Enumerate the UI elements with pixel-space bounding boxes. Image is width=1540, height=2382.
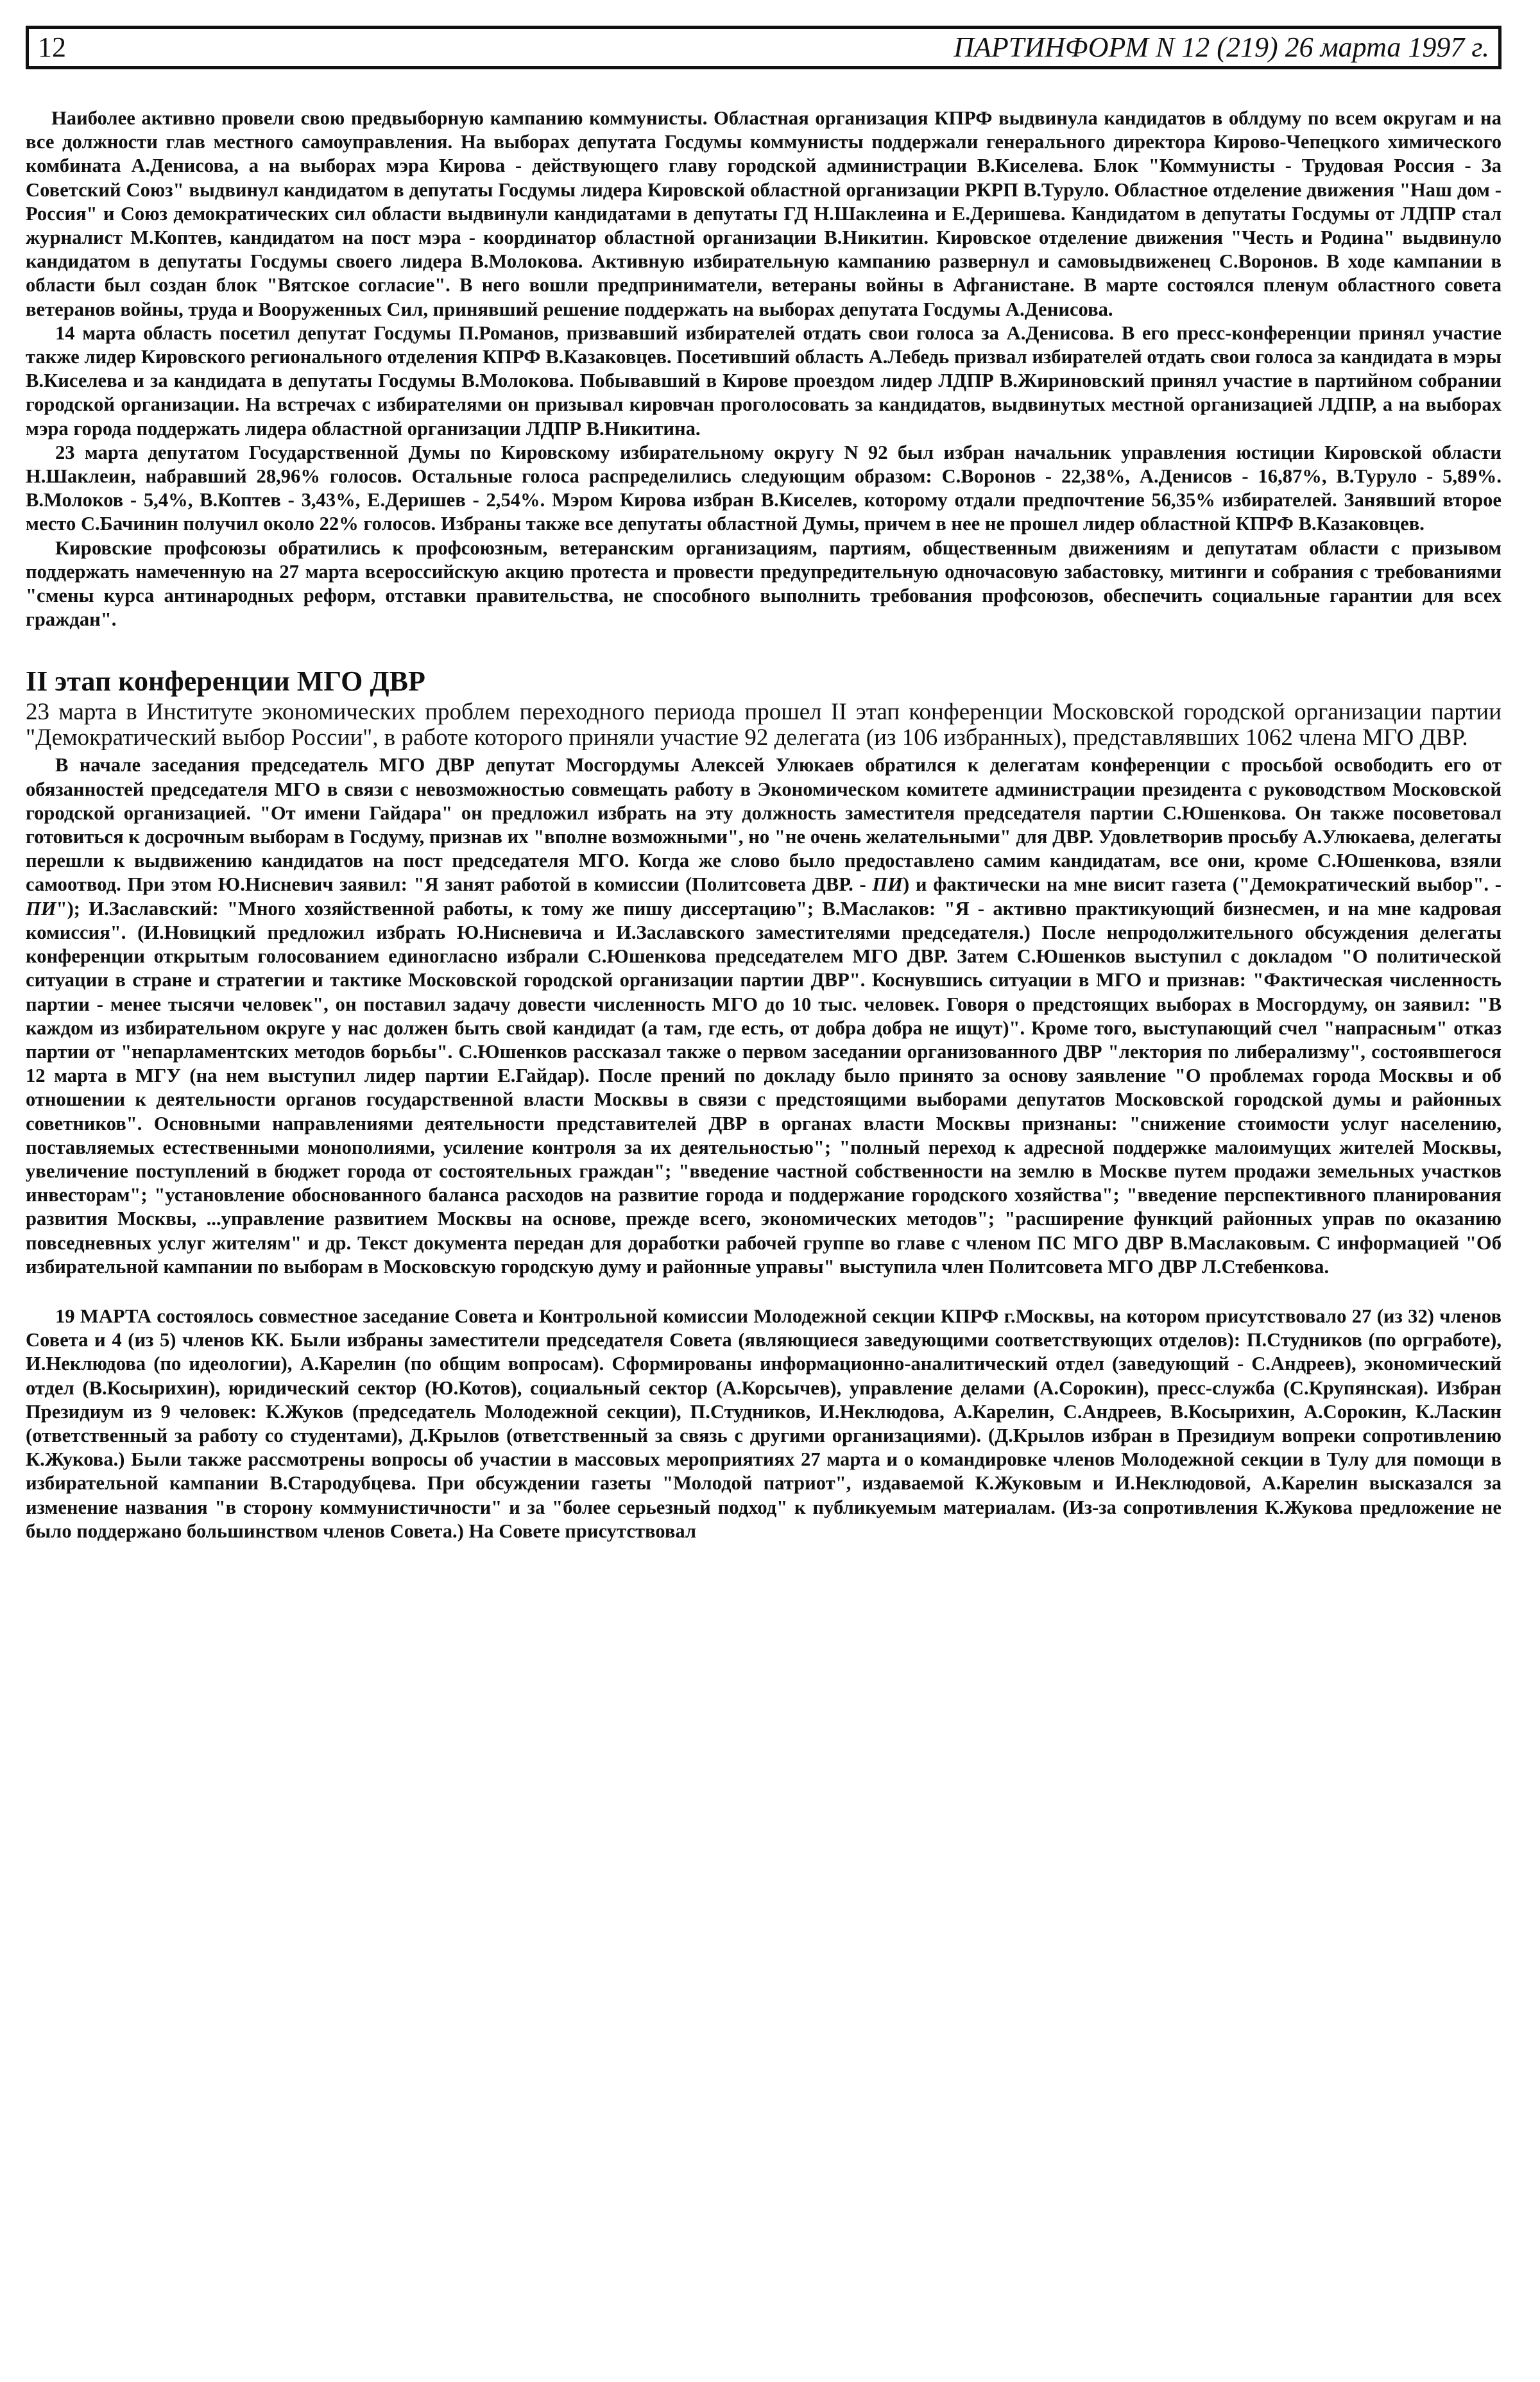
page-header <box>26 26 1502 69</box>
paragraph: Кировские профсоюзы обратились к профсоюзным, ветеранским организациям, партиям, общественным движениям и депутатам области с призывом поддержать намеченную на 27 марта всероссийскую акцию протеста и провести предупредительную одночасовую забастовку, митинги и собрания с требованиями "смены курса антинародных реформ, отставки правительства, не способного выполнить требования профсоюзов, обеспечить социальные гарантии для всех граждан". <box>26 536 1502 631</box>
article-body <box>26 753 1502 1278</box>
abbreviation: ПИ <box>26 897 56 920</box>
abbreviation: ПИ <box>872 873 903 896</box>
youth-section-report <box>26 1305 1502 1543</box>
publication-title: ПАРТИНФОРМ N 12 (219) 26 марта 1997 г. <box>954 31 1489 63</box>
article-title: II этап конференции МГО ДВР <box>26 665 425 698</box>
kirov-elections-report <box>26 107 1502 631</box>
page-number: 12 <box>38 31 66 63</box>
paragraph: 14 марта область посетил депутат Госдумы П.Романов, призвавший избирателей отдать свои голоса за А.Денисова. В его пресс-конференции принял участие также лидер Кировского регионального отделения КПРФ В.Казаковцев. Посетивший область А.Лебедь призвал избирателей отдать свои голоса за кандидата в мэры В.Киселева и за кандидата в депутаты Госдумы В.Молокова. Побывавший в Кирове проездом лидер ЛДПР В.Жириновский принял участие в партийном собрании городской организации. На встречах с избирателями он призывал кировчан проголосовать за кандидатов, выдвинутых местной организацией ЛДПР, а на выборах мэра города поддержать лидера областной организации ЛДПР В.Никитина. <box>26 321 1502 440</box>
article-lead: 23 марта в Институте экономических проблем переходного периода прошел II этап конференции Московской городской организации партии "Демократический выбор России", в работе которого приняли участие 92 делегата (из 106 избранных), представлявших 1062 члена МГО ДВР. <box>26 699 1502 751</box>
text-run: ) и фактически на мне висит газета ("Демократический выбор". - <box>902 873 1502 896</box>
text-run: "); И.Заславский: "Много хозяйственной работы, к тому же пишу диссертацию"; В.Маслаков: "Я - активно практикующий бизнесмен, и на мне кадровая комиссия". (И.Новицкий предложил избрать Ю.Нисневича и И.Заславского заместителями председателя.) После непродолжительного обсуждения делегаты конференции открытым голосованием единогласно избрали С.Юшенкова председателем МГО ДВР. Затем С.Юшенков выступил с докладом "О политической ситуации в стране и стратегии и тактике Московской городской организации партии ДВР". Коснувшись ситуации в МГО и признав: "Фактическая численность партии - менее тысячи человек", он поставил задачу довести численность МГО до 10 тыс. человек. Говоря о предстоящих выборах в Мосгордуму, он заявил: "В каждом из избирательном округе у нас должен быть свой кандидат (а там, где есть, от добра добра не ищут)". Кроме того, выступающий счел "напрасным" отказ партии от "непарламентских методов борьбы". С.Юшенков рассказал также о первом заседании организованного ДВР "лектория по либерализму", состоявшегося 12 марта в МГУ (на нем выступил лидер партии Е.Гайдар). После прений по докладу было принято за основу заявление "О проблемах города Москвы и об отношении к деятельности органов государственной власти Москвы в связи с предстоящими выборами депутатов Московской городской думы и районных советников". Основными направлениями деятельности представителей ДВР в органах власти Москвы признаны: "снижение стоимости услуг населению, поставляемых естественными монополиями, усиление контроля за их деятельностью"; "полный переход к адресной поддержке малоимущих жителей Москвы, увеличение поступлений в бюджет города от состоятельных граждан"; "введение частной собственности на землю в Москве путем продажи земельных участков инвесторам"; "установление обоснованного баланса расходов на развитие города и поддержание городского хозяйства"; "введение перспективного планирования развития Москвы, ...управление развитием Москвы на основе, прежде всего, экономических методов"; "расширение функций районных управ по оказанию повседневных услуг жителям" и др. Текст документа передан для доработки рабочей группе во главе с членом ПС МГО ДВР В.Маслаковым. С информацией "Об избирательной кампании по выборам в Московскую городскую думу и районные управы" выступила член Политсовета МГО ДВР Л.Стебенкова. <box>26 897 1502 1278</box>
paragraph: 23 марта депутатом Государственной Думы по Кировскому избирательному округу N 92 был избран начальник управления юстиции Кировской области Н.Шаклеин, набравший 28,96% голосов. Остальные голоса распределились следующим образом: С.Воронов - 22,38%, А.Денисов - 16,87%, В.Туруло - 5,89%. В.Молоков - 5,4%, В.Коптев - 3,43%, Е.Деришев - 2,54%. Мэром Кирова избран В.Киселев, которому отдали предпочтение 56,35% избирателей. Занявший второе место С.Бачинин получил около 22% голосов. Избраны также все депутаты областной Думы, причем в нее не прошел лидер областной КПРФ В.Казаковцев. <box>26 441 1502 535</box>
newspaper-page <box>26 26 1502 1543</box>
paragraph: 19 МАРТА состоялось совместное заседание Совета и Контрольной комиссии Молодежной секции КПРФ г.Москвы, на котором присутствовало 27 (из 32) членов Совета и 4 (из 5) членов КК. Были избраны заместители председателя Совета (являющиеся заведующими соответствующих отделов): П.Студников (по оргработе), И.Неклюдова (по идеологии), А.Карелин (по общим вопросам). Сформированы информационно-аналитический отдел (заведующий - С.Андреев), экономический отдел (В.Косырихин), юридический сектор (Ю.Котов), социальный сектор (А.Корсычев), управление делами (А.Сорокин), пресс-служба (С.Крупянская). Избран Президиум из 9 человек: К.Жуков (председатель Молодежной секции), П.Студников, И.Неклюдова, А.Карелин, С.Андреев, В.Косырихин, А.Сорокин, К.Ласкин (ответственный за работу со студентами), Д.Крылов (ответственный за связь с другими организациями). (Д.Крылов избран в Президиум вопреки сопротивлению К.Жукова.) Были также рассмотрены вопросы об участии в массовых мероприятиях 27 марта и о командировке членов Молодежной секции в Тулу для помощи в избирательной кампании В.Стародубцева. При обсуждении газеты "Молодой патриот", издаваемой К.Жуковым и И.Неклюдовой, А.Карелин высказался за изменение названия "в сторону коммунистичности" и за "более серьезный подход" к публикуемым материалам. (Из-за сопротивления К.Жукова предложение не было поддержано большинством членов Совета.) На Совете присутствовал <box>26 1305 1502 1542</box>
paragraph: Наиболее активно провели свою предвыборную кампанию коммунисты. Областная организация КПРФ выдвинула кандидатов в облдуму по всем округам и на все должности глав местного самоуправления. На выборах депутата Госдумы коммунисты поддержали генерального директора Кирово-Чепецкого химического комбината А.Денисова, а на выборах мэра Кирова - действующего главу городской администрации В.Киселева. Блок "Коммунисты - Трудовая Россия - За Советский Союз" выдвинул кандидатом в депутаты Госдумы лидера Кировской областной организации РКРП В.Туруло. Областное отделение движения "Наш дом - Россия" и Союз демократических сил области выдвинули кандидатами в депутаты ГД Н.Шаклеина и Е.Деришева. Кандидатом в депутаты Госдумы от ЛДПР стал журналист М.Коптев, кандидатом на пост мэра - координатор областной организации В.Никитин. Кировское отделение движения "Честь и Родина" выдвинуло кандидатом в депутаты Госдумы своего лидера В.Молокова. Активную избирательную кампанию развернул и самовыдвиженец С.Воронов. В ходе кампании в области был создан блок "Вятское согласие". В него вошли предприниматели, ветераны войны в Афганистане. В марте состоялся пленум областного совета ветеранов войны, труда и Вооруженных Сил, принявший решение поддержать на выборах депутата Госдумы А.Денисова. <box>26 107 1502 320</box>
paragraph <box>26 753 1502 1278</box>
text-run: В начале заседания председатель МГО ДВР депутат Мосгордумы Алексей Улюкаев обратился к делегатам конференции с просьбой освободить его от обязанностей председателя МГО в связи с невозможностью совмещать работу в Экономическом комитете администрации президента с руководством Московской городской организацией. "От имени Гайдара" он предложил избрать на эту должность заместителя председателя партии С.Юшенкова. Он также посоветовал готовиться к досрочным выборам в Госдуму, признав их "вполне возможными", но "не очень желательными" для ДВР. Удовлетворив просьбу А.Улюкаева, делегаты перешли к выдвижению кандидатов на пост председателя МГО. Когда же слово было предоставлено самим кандидатам, все они, кроме С.Юшенкова, взяли самоотвод. При этом Ю.Нисневич заявил: "Я занят работой в комиссии (Политсовета ДВР. - <box>26 754 1502 896</box>
